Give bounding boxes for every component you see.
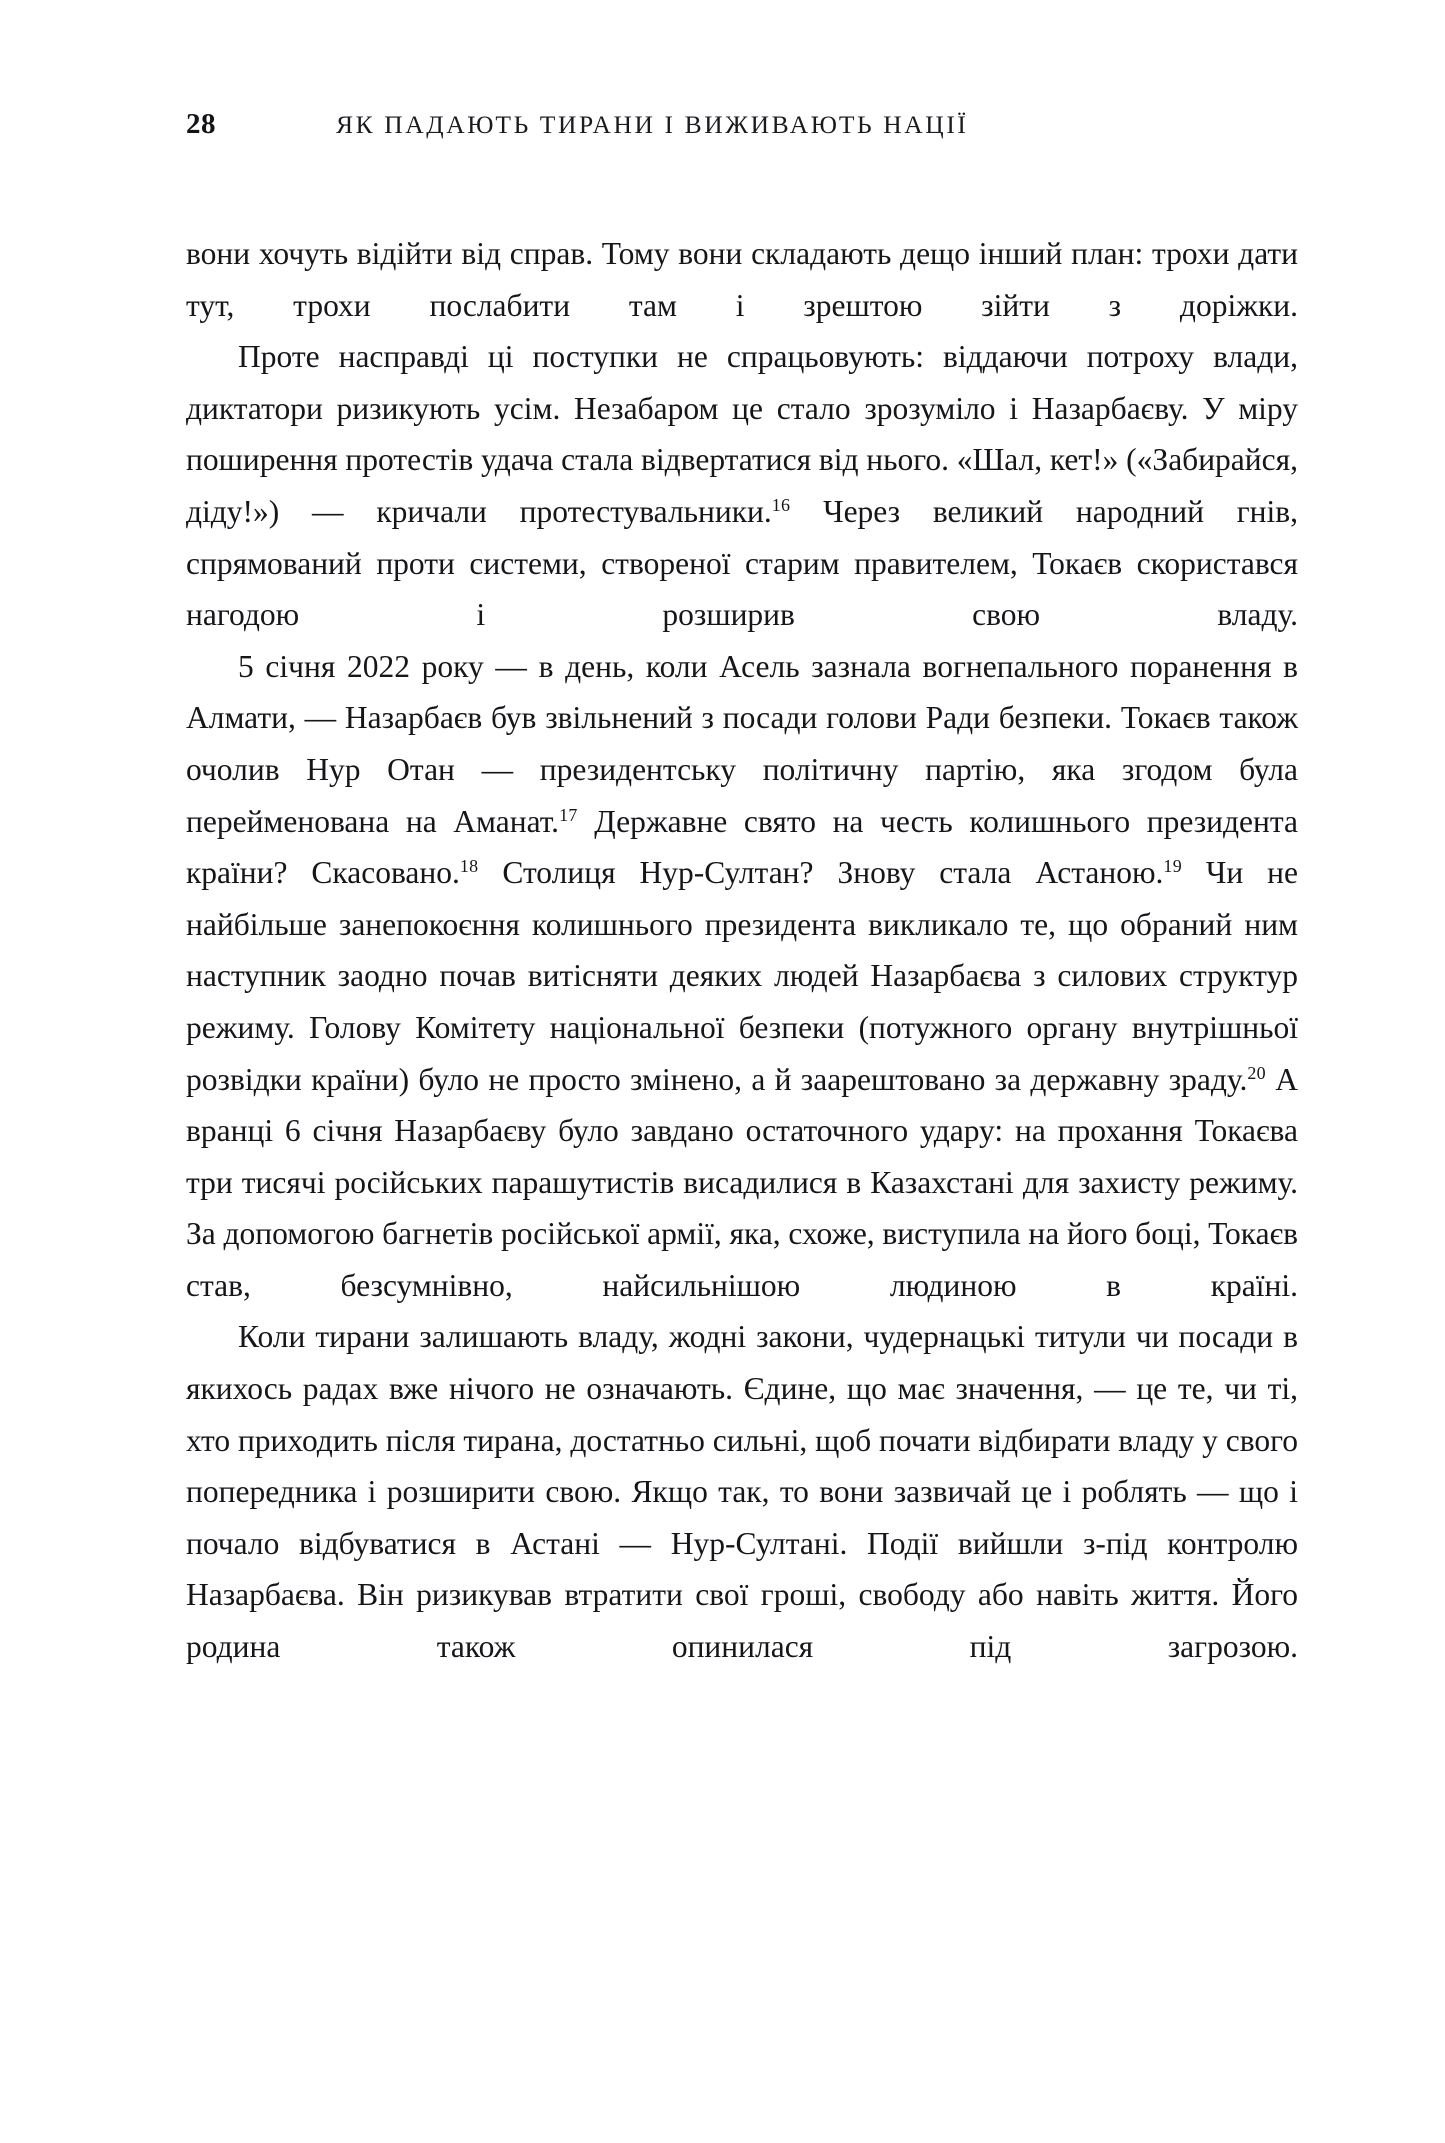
running-head (186, 108, 1261, 148)
paragraph-3: 5 січня 2022 року — в день, коли Асель зазнала вогнепального поранення в Алмати, — Назарбаєв був звільнений з посади голови Ради безпеки. Токаєв також очолив Нур Отан — президентську політичну партію, яка згодом була перейменована на Аманат.$^{17}$ Державне свято на честь колишнього президента країни? Скасовано.$^{18}$ Столиця Нур-Султан? Знову стала Астаною.$^{19}$ Чи не найбільше занепокоєння колишнього президента викликало те, що обраний ним наступник заодно почав витісняти деяких людей Назарбаєва з силових структур режиму. Голову Комітету національної безпеки (потужного органу внутрішньої розвідки країни) було не просто змінено, а й заарештовано за державну зраду.$^{20}$ А вранці 6 січня Назарбаєву було завдано остаточного удару: на прохання Токаєва три тисячі російських парашутистів висадилися в Казахстані для захисту режиму. За допомогою багнетів російської армії, яка, схоже, виступила на його боці, Токаєв став, безсумнівно, найсильнішою людиною в країні. (186, 648, 1298, 1303)
paragraph-4: Коли тирани залишають владу, жодні закони, чудернацькі титули чи посади в якихось радах вже нічого не означають. Єдине, що має значення, — це те, чи ті, хто приходить після тирана, достатньо сильні, щоб почати відбирати владу у свого попередника і розширити свою. Якщо так, то вони зазвичай це і роблять — що і почало відбуватися в Астані — Нур-Султані. Події вийшли з-під контролю Назарбаєва. Він ризикував втратити свої гроші, свободу або навіть життя. Його родина також опинилася під загрозою. (186, 1319, 1298, 1665)
paragraph-2: Проте насправді ці поступки не спрацьовують: віддаючи потроху влади, диктатори ризикують усім. Незабаром це стало зрозуміло і Назарбаєву. У міру поширення протестів удача стала відвертатися від нього. «Шал, кет!» («Забирайся, діду!») — кричали протестувальники.$^{16}$ Через великий народний гнів, спрямований проти системи, створеної старим правителем, Токаєв скористався нагодою і розширив свою владу. (186, 339, 1298, 633)
running-head-title: ЯК ПАДАЮТЬ ТИРАНИ І ВИЖИВАЮТЬ НАЦІЇ (336, 110, 969, 139)
paragraph-1: вони хочуть відійти від справ. Тому вони складають дещо інший план: трохи дати тут, трохи послабити там і зрештою зійти з доріжки. (186, 236, 1298, 323)
body-text-block (186, 228, 1298, 1673)
footnote-marker-20[interactable]: 20 (1247, 1062, 1266, 1083)
page-number: 28 (186, 108, 216, 140)
footnote-marker-18[interactable]: 18 (459, 856, 479, 876)
footnote-marker-16[interactable]: 16 (771, 494, 791, 515)
footnote-marker-19[interactable]: 19 (1163, 856, 1182, 876)
footnote-marker-17[interactable]: 17 (559, 804, 578, 825)
